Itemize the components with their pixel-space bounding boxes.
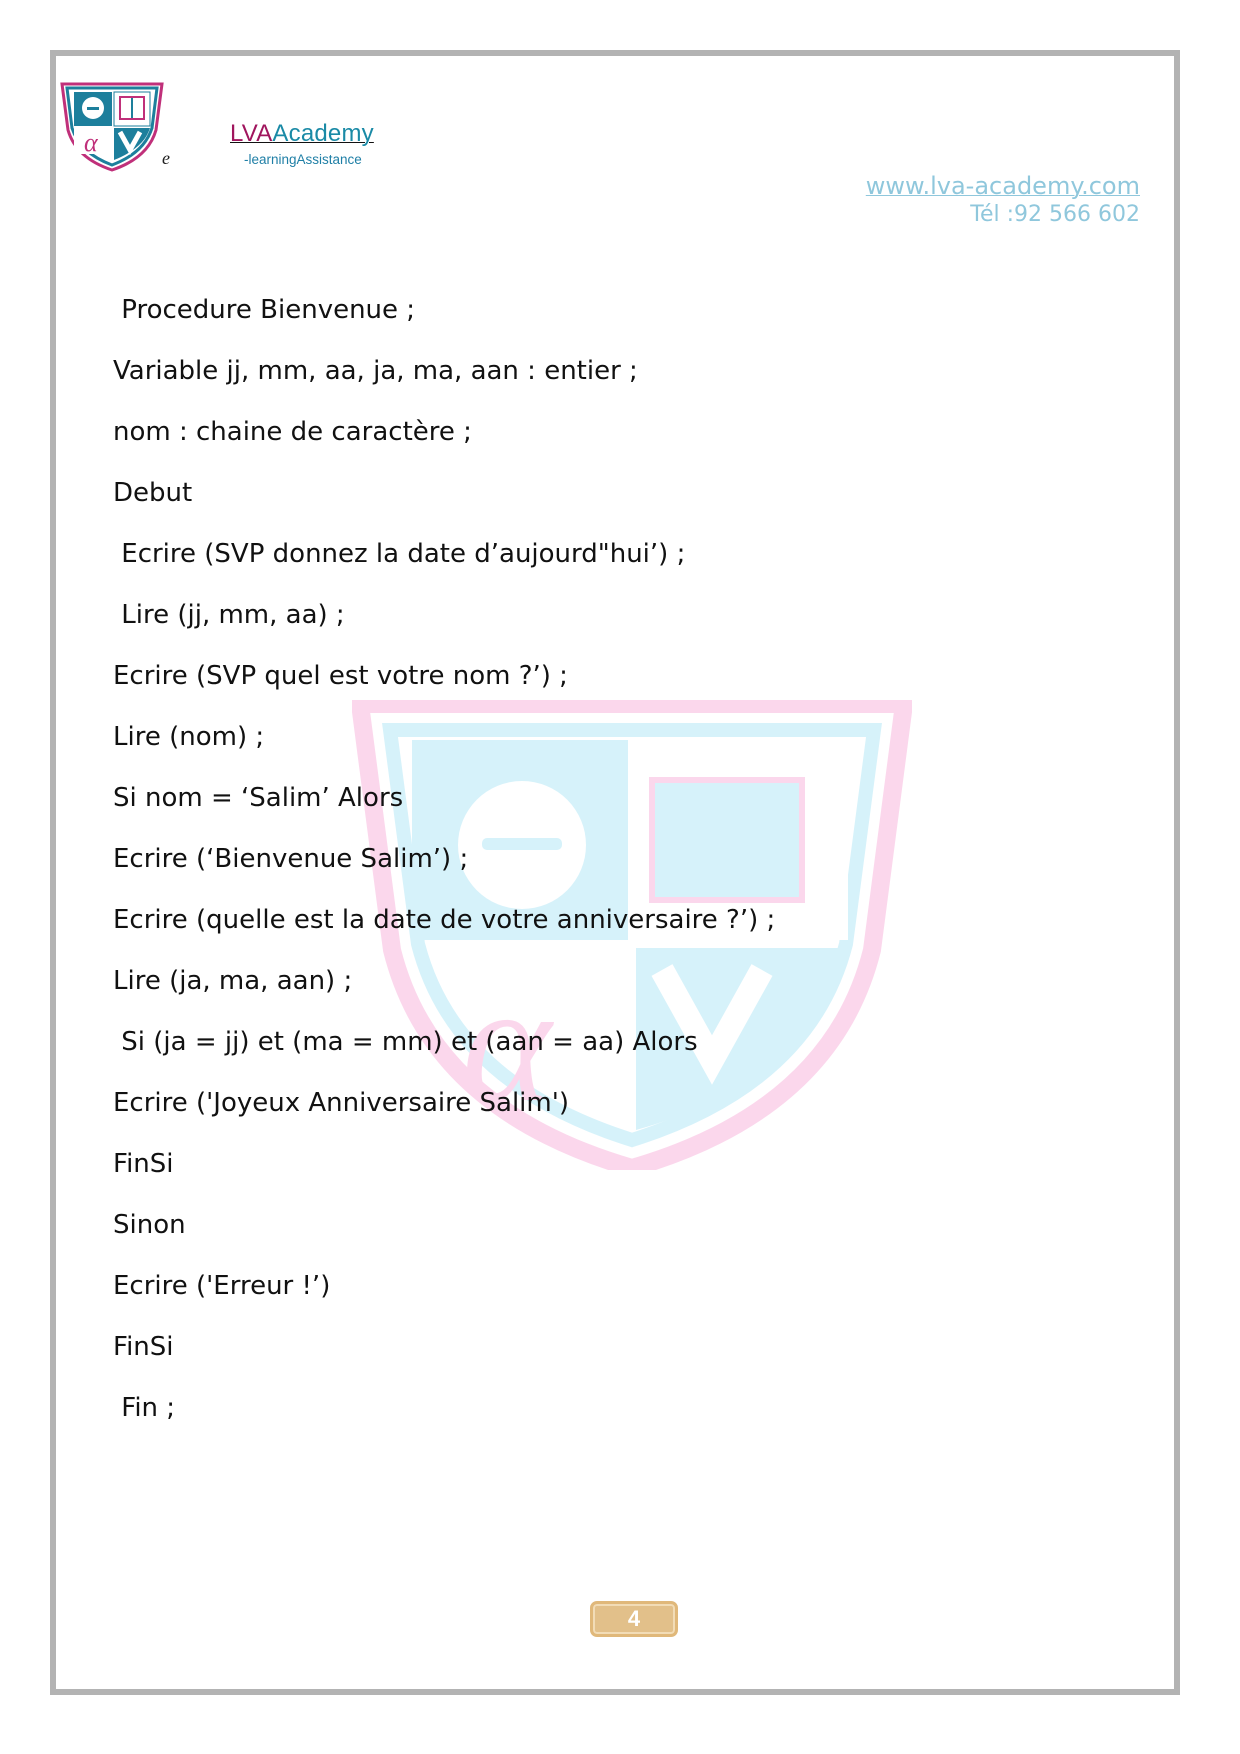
pseudocode-line: Debut — [113, 478, 193, 508]
logo-letter: e — [162, 148, 170, 168]
pseudocode-line: Si (ja = jj) et (ma = mm) et (aan = aa) Alors — [113, 1027, 698, 1057]
pseudocode-line: FinSi — [113, 1149, 174, 1179]
svg-text:α: α — [84, 128, 98, 157]
pseudocode-line: Lire (nom) ; — [113, 722, 265, 752]
pseudocode-line: FinSi — [113, 1332, 174, 1362]
brand-lva: LVA — [230, 120, 273, 147]
page-number-badge: 4 — [590, 1601, 678, 1637]
pseudocode-line: Ecrire (‘Bienvenue Salim’) ; — [113, 844, 469, 874]
phone-number: Tél :92 566 602 — [970, 202, 1140, 227]
document-body — [113, 280, 1013, 1439]
pseudocode-line: Sinon — [113, 1210, 186, 1240]
pseudocode-line: Lire (jj, mm, aa) ; — [113, 600, 345, 630]
lva-academy-logo — [58, 80, 166, 172]
pseudocode-line: Ecrire ('Joyeux Anniversaire Salim') — [113, 1088, 570, 1118]
brand-name — [230, 120, 374, 148]
pseudocode-line: Si nom = ‘Salim’ Alors — [113, 783, 404, 813]
brand-academy: Academy — [272, 120, 374, 147]
contact-block — [866, 172, 1140, 227]
website-link[interactable]: www.lva-academy.com — [865, 172, 1140, 200]
pseudocode-line: Ecrire ('Erreur !’) — [113, 1271, 331, 1301]
pseudocode-line: Ecrire (SVP donnez la date d’aujourd"hui’) ; — [113, 539, 686, 569]
svg-text:α: α — [462, 949, 552, 1137]
pseudocode-line: Fin ; — [113, 1393, 176, 1423]
pseudocode-line: Variable jj, mm, aa, ja, ma, aan : entier ; — [113, 356, 638, 386]
pseudocode-line: Ecrire (SVP quel est votre nom ?’) ; — [113, 661, 568, 691]
pseudocode-line: Ecrire (quelle est la date de votre anniversaire ?’) ; — [113, 905, 776, 935]
pseudocode-line: Lire (ja, ma, aan) ; — [113, 966, 353, 996]
pseudocode-line: nom : chaine de caractère ; — [113, 417, 472, 447]
pseudocode-line: Procedure Bienvenue ; — [113, 295, 416, 325]
brand-subtitle: -learningAssistance — [244, 152, 362, 167]
brand-block — [230, 120, 374, 167]
